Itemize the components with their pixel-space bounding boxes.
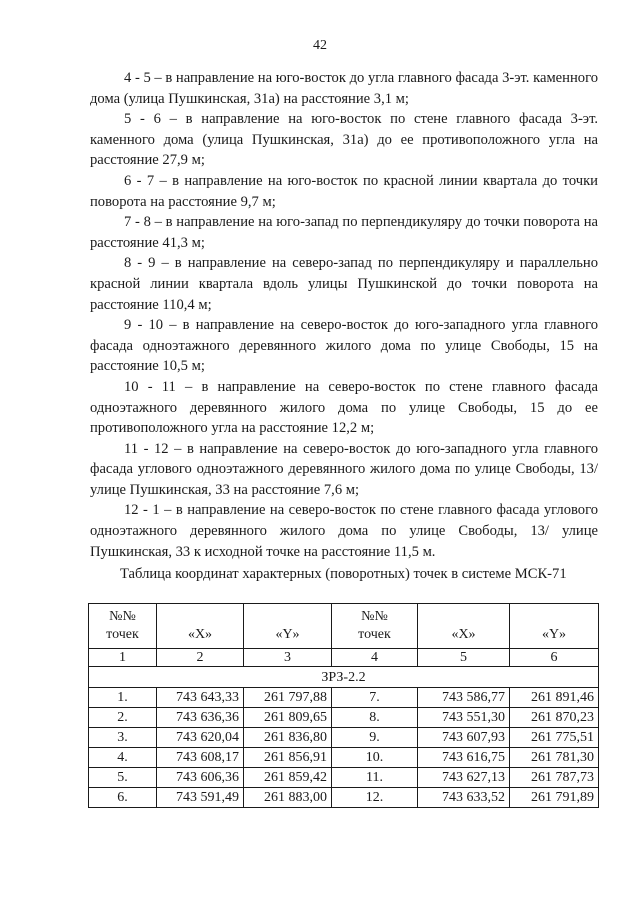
header-x-2: «X»: [418, 604, 510, 649]
paragraph-9-10: 9 - 10 – в направление на северо-восток до юго-западного угла главного фасада одноэтажного деревянного жилого дома по улице Свободы, 15 на расстояние 10,5 м;: [90, 317, 598, 375]
zone-row: [89, 667, 599, 688]
column-number: 4: [332, 649, 418, 667]
coord-x: 743 633,52: [418, 788, 510, 808]
table-row: [89, 728, 599, 748]
point-number: 9.: [332, 728, 418, 748]
coord-x: 743 607,93: [418, 728, 510, 748]
header-y-1: «Y»: [244, 604, 332, 649]
point-number: 1.: [89, 688, 157, 708]
point-number: 2.: [89, 708, 157, 728]
coordinates-table: [88, 603, 599, 808]
column-number: 6: [510, 649, 599, 667]
header-point-number-1: [89, 604, 157, 649]
header-point-number-2: [332, 604, 418, 649]
coord-x: 743 627,13: [418, 768, 510, 788]
coord-y: 261 891,46: [510, 688, 599, 708]
coord-y: 261 809,65: [244, 708, 332, 728]
page-number: 42: [313, 38, 327, 53]
paragraph-4-5: 4 - 5 – в направление на юго-восток до угла главного фасада 3-эт. каменного дома (улица Пушкинская, 31а) на расстояние 3,1 м;: [90, 70, 598, 107]
table-caption: Таблица координат характерных (поворотных) точек в системе МСК-71: [120, 566, 567, 582]
paragraph-11-12: 11 - 12 – в направление на северо-восток до юго-западного угла главного фасада углового одноэтажного деревянного жилого дома по улице Свободы, 13/ улице Пушкинская, 33 на расстояние 7,6 м;: [90, 440, 598, 498]
header-point-number-2-line2: точек: [358, 627, 391, 642]
table-row: [89, 748, 599, 768]
coord-x: 743 620,04: [157, 728, 244, 748]
coord-x: 743 636,36: [157, 708, 244, 728]
paragraph-10-11: 10 - 11 – в направление на северо-восток по стене главного фасада одноэтажного деревянного жилого дома по улице Свободы, 15 до ее противоположного угла на расстояние 12,2 м;: [90, 378, 598, 437]
header-point-number-2-line1: №№: [361, 609, 388, 624]
coord-y: 261 775,51: [510, 728, 599, 748]
point-number: 8.: [332, 708, 418, 728]
point-number: 11.: [332, 768, 418, 788]
point-number: 7.: [332, 688, 418, 708]
table-row: [89, 708, 599, 728]
column-number: 3: [244, 649, 332, 667]
point-number: 3.: [89, 728, 157, 748]
coord-x: 743 591,49: [157, 788, 244, 808]
paragraph-8-9: 8 - 9 – в направление на северо-запад по перпендикуляру и параллельно красной линии квартала вдоль улицы Пушкинской до точки поворота на расстояние 110,4 м;: [90, 255, 598, 313]
point-number: 6.: [89, 788, 157, 808]
coord-x: 743 643,33: [157, 688, 244, 708]
table-header-row: [89, 604, 599, 649]
body-text: [90, 68, 598, 562]
header-point-number-1-line1: №№: [109, 609, 136, 624]
paragraph-6-7: 6 - 7 – в направление на юго-восток по красной линии квартала до точки поворота на расстояние 9,7 м;: [90, 172, 598, 210]
header-y-2: «Y»: [510, 604, 599, 649]
point-number: 10.: [332, 748, 418, 768]
point-number: 5.: [89, 768, 157, 788]
paragraph-12-1: 12 - 1 – в направление на северо-восток по стене главного фасада углового одноэтажного деревянного жилого дома по улице Свободы, 13/ улице Пушкинская, 33 к исходной точке на расстояние 11,5 м.: [90, 502, 598, 560]
coord-y: 261 836,80: [244, 728, 332, 748]
point-number: 12.: [332, 788, 418, 808]
coord-y: 261 856,91: [244, 748, 332, 768]
paragraph-7-8: 7 - 8 – в направление на юго-запад по перпендикуляру до точки поворота на расстояние 41,3 м;: [90, 214, 598, 251]
coord-y: 261 859,42: [244, 768, 332, 788]
zone-label: ЗРЗ-2.2: [89, 667, 599, 688]
coord-y: 261 883,00: [244, 788, 332, 808]
coord-x: 743 551,30: [418, 708, 510, 728]
coord-y: 261 791,89: [510, 788, 599, 808]
table-row: [89, 768, 599, 788]
table-row: [89, 788, 599, 808]
column-number-row: [89, 649, 599, 667]
point-number: 4.: [89, 748, 157, 768]
header-x-1: «X»: [157, 604, 244, 649]
column-number: 5: [418, 649, 510, 667]
coord-y: 261 787,73: [510, 768, 599, 788]
coord-y: 261 797,88: [244, 688, 332, 708]
coord-y: 261 781,30: [510, 748, 599, 768]
coord-x: 743 606,36: [157, 768, 244, 788]
header-point-number-1-line2: точек: [106, 627, 139, 642]
coord-x: 743 616,75: [418, 748, 510, 768]
coord-y: 261 870,23: [510, 708, 599, 728]
coord-x: 743 586,77: [418, 688, 510, 708]
table-row: [89, 688, 599, 708]
column-number: 1: [89, 649, 157, 667]
column-number: 2: [157, 649, 244, 667]
paragraph-5-6: 5 - 6 – в направление на юго-восток по стене главного фасада 3-эт. каменного дома (улица Пушкинская, 31а) до ее противоположного угла на расстояние 27,9 м;: [90, 111, 598, 169]
coord-x: 743 608,17: [157, 748, 244, 768]
